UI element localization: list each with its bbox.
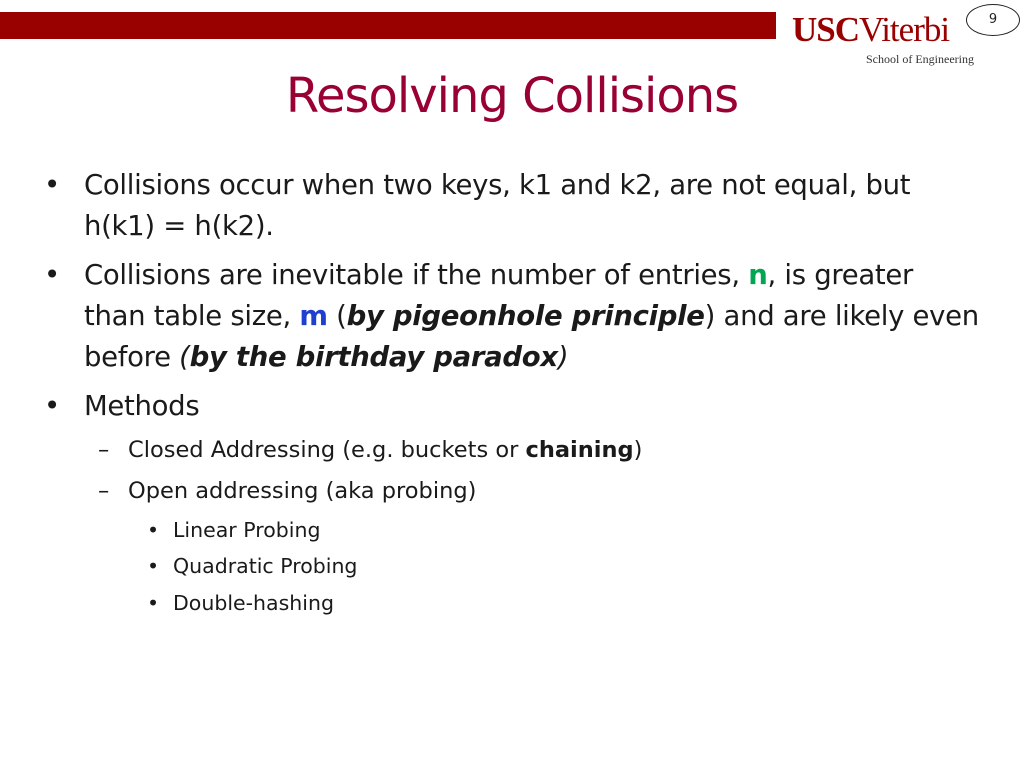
page-number: 9 (966, 4, 1020, 36)
pigeonhole-principle: by pigeonhole principle (346, 300, 705, 332)
bullet-text-line: Methods (84, 390, 200, 422)
method-closed-addressing: – Closed Addressing (e.g. buckets or chaining) (98, 437, 643, 463)
dash-marker: – (98, 478, 110, 504)
birthday-paradox: by the birthday paradox (189, 341, 558, 373)
probing-item-double-hashing: • Double-hashing (147, 591, 334, 615)
bullet-marker: • (147, 591, 160, 615)
bullet-methods (44, 386, 984, 427)
bullet-marker: • (147, 554, 160, 578)
bullet-marker: • (44, 259, 60, 291)
bullet-text-line: before (by the birthday paradox) (84, 341, 569, 373)
bullet-collisions-inevitable (44, 255, 984, 378)
bullet-text-line: Collisions occur when two keys, k1 and k2, are not equal, but (84, 169, 911, 201)
slide-title: Resolving Collisions (285, 68, 739, 124)
bullet-marker: • (44, 390, 60, 422)
logo-wordmark: USCViterbi (792, 10, 950, 49)
bullet-marker: • (147, 518, 160, 542)
bullet-collisions-definition (44, 165, 984, 247)
bullet-marker: • (44, 169, 60, 201)
dash-marker: – (98, 437, 110, 463)
method-open-addressing: – Open addressing (aka probing) (98, 478, 477, 504)
variable-n: n (748, 259, 768, 291)
probing-item-quadratic: • Quadratic Probing (147, 554, 358, 578)
logo-subtitle: School of Engineering (866, 52, 974, 66)
bullet-text-line: Collisions are inevitable if the number of entries, n, is greater (84, 259, 914, 291)
chaining-term: chaining (525, 437, 634, 463)
probing-item-linear: • Linear Probing (147, 518, 321, 542)
bullet-text-line: than table size, m (by pigeonhole principle) and are likely even (84, 300, 979, 332)
variable-m: m (299, 300, 328, 332)
bullet-text-line: h(k1) = h(k2). (84, 210, 274, 242)
